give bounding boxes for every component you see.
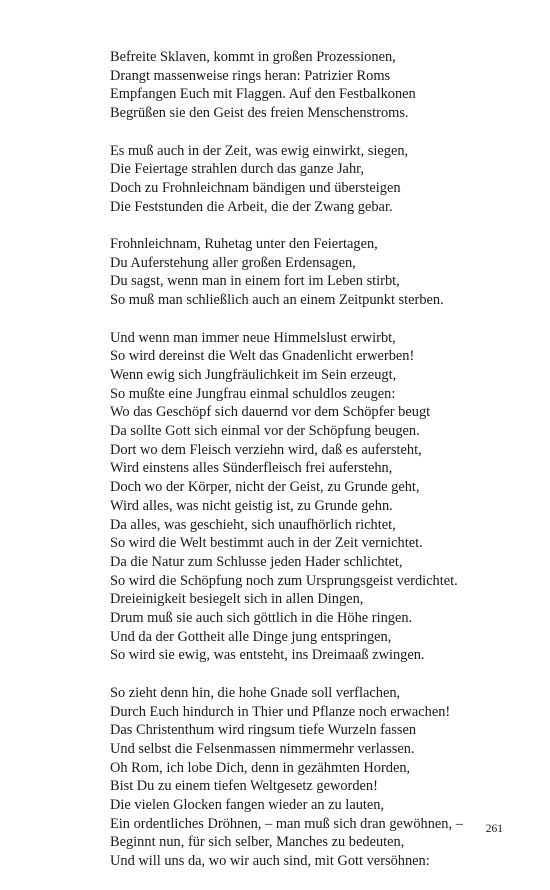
stanza (110, 329, 530, 666)
verse-line: Empfangen Euch mit Flaggen. Auf den Festbalkonen (110, 86, 416, 103)
verse-line: So wird die Schöpfung noch zum Ursprungsgeist verdichtet. (110, 572, 458, 589)
verse-line: Drangt massenweise rings heran: Patrizier Roms (110, 67, 391, 84)
stanza (110, 235, 530, 310)
verse-line: Und will uns da, wo wir auch sind, mit Gott versöhnen: (110, 853, 430, 870)
verse-line: Durch Euch hindurch in Thier und Pflanze noch erwachen! (110, 703, 451, 720)
verse-line: Begrüßen sie den Geist des freien Menschenstroms. (110, 105, 409, 122)
verse-line: Und da der Gottheit alle Dinge jung entspringen, (110, 628, 392, 645)
verse-line: Das Christenthum wird ringsum tiefe Wurzeln fassen (110, 722, 417, 739)
verse-line: So zieht denn hin, die hohe Gnade soll verflachen, (110, 684, 401, 701)
verse-line: So mußte eine Jungfrau einmal schuldlos zeugen: (110, 385, 396, 402)
verse-line: Und wenn man immer neue Himmelslust erwirbt, (110, 329, 396, 346)
verse-line: So wird sie ewig, was entsteht, ins Dreimaaß zwingen. (110, 647, 425, 664)
verse-line: Doch wo der Körper, nicht der Geist, zu Grunde geht, (110, 479, 420, 496)
verse-line: Doch zu Frohnleichnam bändigen und übersteigen (110, 179, 401, 196)
verse-line: So wird die Welt bestimmt auch in der Zeit vernichtet. (110, 535, 423, 552)
poem-text (110, 48, 530, 890)
verse-line: Wenn ewig sich Jungfräulichkeit im Sein erzeugt, (110, 366, 397, 383)
verse-line: Die Feiertage strahlen durch das ganze Jahr, (110, 161, 364, 178)
verse-line: Wird alles, was nicht geistig ist, zu Grunde gehn. (110, 497, 393, 514)
verse-line: So wird dereinst die Welt das Gnadenlicht erwerben! (110, 348, 415, 365)
verse-line: Befreite Sklaven, kommt in großen Prozessionen, (110, 49, 396, 65)
verse-line: Oh Rom, ich lobe Dich, denn in gezähmten Horden, (110, 759, 411, 776)
verse-line: Ein ordentliches Dröhnen, – man muß sich dran gewöhnen, – (110, 815, 463, 832)
verse-line: Da die Natur zum Schlusse jeden Hader schlichtet, (110, 553, 403, 570)
verse-line: So muß man schließlich auch an einem Zeitpunkt sterben. (110, 292, 444, 309)
verse-line: Die Feststunden die Arbeit, die der Zwang gebar. (110, 198, 393, 215)
stanza (110, 142, 530, 217)
verse-line: Drum muß sie auch sich göttlich in die Höhe ringen. (110, 610, 413, 627)
verse-line: Die vielen Glocken fangen wieder an zu lauten, (110, 797, 385, 814)
stanza (110, 48, 530, 123)
verse-line: Da alles, was geschieht, sich unaufhörlich richtet, (110, 516, 396, 533)
verse-line: Es muß auch in der Zeit, was ewig einwirkt, siegen, (110, 142, 409, 159)
verse-line: Da sollte Gott sich einmal vor der Schöpfung beugen. (110, 423, 420, 440)
verse-line: Bist Du zu einem tiefen Weltgesetz geworden! (110, 778, 378, 795)
verse-line: Wird einstens alles Sünderfleisch frei auferstehn, (110, 460, 393, 477)
verse-line: Und selbst die Felsenmassen nimmermehr verlassen. (110, 740, 415, 757)
verse-line: Frohnleichnam, Ruhetag unter den Feiertagen, (110, 236, 378, 252)
verse-line: Du Auferstehung aller großen Erdensagen, (110, 254, 356, 271)
verse-line: Dort wo dem Fleisch verziehn wird, daß es aufersteht, (110, 441, 422, 458)
verse-line: Dreieinigkeit besiegelt sich in allen Dingen, (110, 591, 364, 608)
page-number: 261 (485, 823, 503, 835)
verse-line: Du sagst, wenn man in einem fort im Leben stirbt, (110, 273, 400, 290)
stanza (110, 684, 530, 871)
verse-line: Beginnt nun, für sich selber, Manches zu bedeuten, (110, 834, 405, 851)
verse-line: Wo das Geschöpf sich dauernd vor dem Schöpfer beugt (110, 404, 431, 421)
